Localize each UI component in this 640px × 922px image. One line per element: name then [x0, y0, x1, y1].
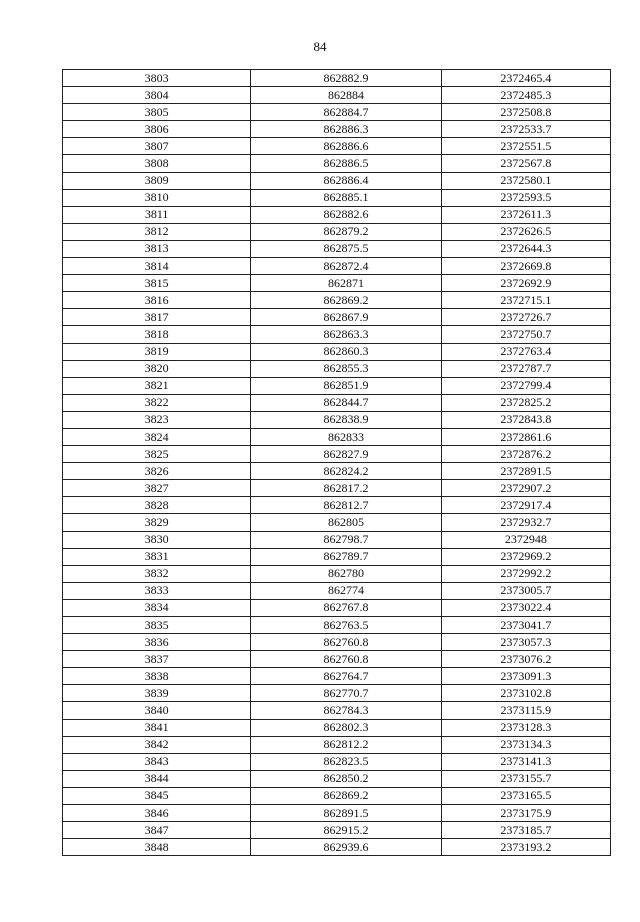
table-row [63, 582, 611, 599]
y-coordinate-cell: 2372567.8 [441, 155, 610, 172]
x-coordinate-cell: 862860.3 [251, 343, 441, 360]
x-coordinate-cell: 862770.7 [251, 685, 441, 702]
table-row [63, 70, 611, 87]
x-coordinate-cell: 862802.3 [251, 719, 441, 736]
table-row [63, 617, 611, 634]
y-coordinate-cell: 2372533.7 [441, 121, 610, 138]
x-coordinate-cell: 862827.9 [251, 446, 441, 463]
point-number-cell: 3845 [63, 787, 251, 804]
x-coordinate-cell: 862867.9 [251, 309, 441, 326]
y-coordinate-cell: 2373175.9 [441, 805, 610, 822]
y-coordinate-cell: 2372825.2 [441, 394, 610, 411]
y-coordinate-cell: 2372644.3 [441, 240, 610, 257]
x-coordinate-cell: 862885.1 [251, 189, 441, 206]
point-number-cell: 3846 [63, 805, 251, 822]
table-row [63, 87, 611, 104]
table-row [63, 514, 611, 531]
y-coordinate-cell: 2373193.2 [441, 839, 610, 856]
x-coordinate-cell: 862884 [251, 87, 441, 104]
table-row [63, 411, 611, 428]
y-coordinate-cell: 2372787.7 [441, 360, 610, 377]
x-coordinate-cell: 862939.6 [251, 839, 441, 856]
point-number-cell: 3835 [63, 617, 251, 634]
table-row [63, 446, 611, 463]
table-row [63, 685, 611, 702]
y-coordinate-cell: 2372907.2 [441, 480, 610, 497]
point-number-cell: 3834 [63, 599, 251, 616]
point-number-cell: 3823 [63, 411, 251, 428]
y-coordinate-cell: 2372992.2 [441, 565, 610, 582]
y-coordinate-cell: 2372750.7 [441, 326, 610, 343]
table-row [63, 206, 611, 223]
x-coordinate-cell: 862891.5 [251, 805, 441, 822]
y-coordinate-cell: 2372611.3 [441, 206, 610, 223]
table-row [63, 634, 611, 651]
table-row [63, 377, 611, 394]
x-coordinate-cell: 862875.5 [251, 240, 441, 257]
y-coordinate-cell: 2372861.6 [441, 428, 610, 445]
y-coordinate-cell: 2373134.3 [441, 736, 610, 753]
point-number-cell: 3841 [63, 719, 251, 736]
y-coordinate-cell: 2372485.3 [441, 87, 610, 104]
y-coordinate-cell: 2373022.4 [441, 599, 610, 616]
table-row [63, 548, 611, 565]
y-coordinate-cell: 2373091.3 [441, 668, 610, 685]
point-number-cell: 3812 [63, 223, 251, 240]
y-coordinate-cell: 2372969.2 [441, 548, 610, 565]
y-coordinate-cell: 2373115.9 [441, 702, 610, 719]
y-coordinate-cell: 2372692.9 [441, 275, 610, 292]
y-coordinate-cell: 2372715.1 [441, 292, 610, 309]
y-coordinate-cell: 2372508.8 [441, 104, 610, 121]
table-row [63, 258, 611, 275]
coordinates-table [62, 69, 611, 856]
table-row [63, 736, 611, 753]
x-coordinate-cell: 862869.2 [251, 292, 441, 309]
x-coordinate-cell: 862850.2 [251, 770, 441, 787]
x-coordinate-cell: 862823.5 [251, 753, 441, 770]
y-coordinate-cell: 2373185.7 [441, 822, 610, 839]
y-coordinate-cell: 2372891.5 [441, 463, 610, 480]
y-coordinate-cell: 2372843.8 [441, 411, 610, 428]
point-number-cell: 3832 [63, 565, 251, 582]
table-row [63, 668, 611, 685]
x-coordinate-cell: 862879.2 [251, 223, 441, 240]
y-coordinate-cell: 2372876.2 [441, 446, 610, 463]
x-coordinate-cell: 862855.3 [251, 360, 441, 377]
page-number: 84 [313, 39, 327, 54]
point-number-cell: 3825 [63, 446, 251, 463]
table-row [63, 275, 611, 292]
point-number-cell: 3840 [63, 702, 251, 719]
x-coordinate-cell: 862863.3 [251, 326, 441, 343]
x-coordinate-cell: 862886.4 [251, 172, 441, 189]
y-coordinate-cell: 2372626.5 [441, 223, 610, 240]
table-row [63, 121, 611, 138]
point-number-cell: 3816 [63, 292, 251, 309]
y-coordinate-cell: 2373076.2 [441, 651, 610, 668]
y-coordinate-cell: 2372465.4 [441, 70, 610, 87]
point-number-cell: 3830 [63, 531, 251, 548]
y-coordinate-cell: 2373165.5 [441, 787, 610, 804]
point-number-cell: 3821 [63, 377, 251, 394]
y-coordinate-cell: 2372932.7 [441, 514, 610, 531]
table-row [63, 428, 611, 445]
point-number-cell: 3807 [63, 138, 251, 155]
x-coordinate-cell: 862798.7 [251, 531, 441, 548]
table-row [63, 839, 611, 856]
table-row [63, 223, 611, 240]
x-coordinate-cell: 862774 [251, 582, 441, 599]
point-number-cell: 3829 [63, 514, 251, 531]
y-coordinate-cell: 2372948 [441, 531, 610, 548]
x-coordinate-cell: 862915.2 [251, 822, 441, 839]
x-coordinate-cell: 862784.3 [251, 702, 441, 719]
x-coordinate-cell: 862871 [251, 275, 441, 292]
x-coordinate-cell: 862869.2 [251, 787, 441, 804]
point-number-cell: 3814 [63, 258, 251, 275]
table-row [63, 240, 611, 257]
x-coordinate-cell: 862760.8 [251, 634, 441, 651]
table-row [63, 394, 611, 411]
x-coordinate-cell: 862886.5 [251, 155, 441, 172]
point-number-cell: 3809 [63, 172, 251, 189]
point-number-cell: 3822 [63, 394, 251, 411]
x-coordinate-cell: 862789.7 [251, 548, 441, 565]
point-number-cell: 3810 [63, 189, 251, 206]
point-number-cell: 3824 [63, 428, 251, 445]
table-row [63, 770, 611, 787]
x-coordinate-cell: 862812.2 [251, 736, 441, 753]
x-coordinate-cell: 862764.7 [251, 668, 441, 685]
x-coordinate-cell: 862812.7 [251, 497, 441, 514]
table-row [63, 138, 611, 155]
table-row [63, 309, 611, 326]
x-coordinate-cell: 862851.9 [251, 377, 441, 394]
x-coordinate-cell: 862824.2 [251, 463, 441, 480]
table-row [63, 531, 611, 548]
point-number-cell: 3828 [63, 497, 251, 514]
point-number-cell: 3804 [63, 87, 251, 104]
coordinates-table-body [63, 70, 611, 856]
y-coordinate-cell: 2372799.4 [441, 377, 610, 394]
table-row [63, 292, 611, 309]
x-coordinate-cell: 862884.7 [251, 104, 441, 121]
x-coordinate-cell: 862767.8 [251, 599, 441, 616]
table-row [63, 326, 611, 343]
table-row [63, 719, 611, 736]
y-coordinate-cell: 2373005.7 [441, 582, 610, 599]
table-row [63, 360, 611, 377]
x-coordinate-cell: 862886.3 [251, 121, 441, 138]
point-number-cell: 3820 [63, 360, 251, 377]
table-row [63, 189, 611, 206]
table-row [63, 155, 611, 172]
table-row [63, 753, 611, 770]
y-coordinate-cell: 2373141.3 [441, 753, 610, 770]
table-row [63, 822, 611, 839]
y-coordinate-cell: 2373128.3 [441, 719, 610, 736]
table-row [63, 104, 611, 121]
point-number-cell: 3826 [63, 463, 251, 480]
y-coordinate-cell: 2372726.7 [441, 309, 610, 326]
y-coordinate-cell: 2372917.4 [441, 497, 610, 514]
x-coordinate-cell: 862805 [251, 514, 441, 531]
table-row [63, 463, 611, 480]
y-coordinate-cell: 2372551.5 [441, 138, 610, 155]
x-coordinate-cell: 862780 [251, 565, 441, 582]
point-number-cell: 3836 [63, 634, 251, 651]
point-number-cell: 3819 [63, 343, 251, 360]
point-number-cell: 3842 [63, 736, 251, 753]
point-number-cell: 3847 [63, 822, 251, 839]
point-number-cell: 3831 [63, 548, 251, 565]
y-coordinate-cell: 2373155.7 [441, 770, 610, 787]
point-number-cell: 3806 [63, 121, 251, 138]
point-number-cell: 3833 [63, 582, 251, 599]
point-number-cell: 3817 [63, 309, 251, 326]
table-row [63, 343, 611, 360]
point-number-cell: 3815 [63, 275, 251, 292]
point-number-cell: 3827 [63, 480, 251, 497]
y-coordinate-cell: 2373041.7 [441, 617, 610, 634]
y-coordinate-cell: 2372593.5 [441, 189, 610, 206]
table-row [63, 565, 611, 582]
y-coordinate-cell: 2373102.8 [441, 685, 610, 702]
x-coordinate-cell: 862886.6 [251, 138, 441, 155]
x-coordinate-cell: 862760.8 [251, 651, 441, 668]
table-row [63, 480, 611, 497]
point-number-cell: 3805 [63, 104, 251, 121]
point-number-cell: 3839 [63, 685, 251, 702]
table-row [63, 787, 611, 804]
point-number-cell: 3811 [63, 206, 251, 223]
point-number-cell: 3844 [63, 770, 251, 787]
x-coordinate-cell: 862838.9 [251, 411, 441, 428]
table-row [63, 805, 611, 822]
table-row [63, 497, 611, 514]
x-coordinate-cell: 862844.7 [251, 394, 441, 411]
x-coordinate-cell: 862763.5 [251, 617, 441, 634]
y-coordinate-cell: 2373057.3 [441, 634, 610, 651]
x-coordinate-cell: 862882.9 [251, 70, 441, 87]
point-number-cell: 3813 [63, 240, 251, 257]
y-coordinate-cell: 2372763.4 [441, 343, 610, 360]
point-number-cell: 3803 [63, 70, 251, 87]
point-number-cell: 3838 [63, 668, 251, 685]
point-number-cell: 3808 [63, 155, 251, 172]
table-row [63, 172, 611, 189]
point-number-cell: 3843 [63, 753, 251, 770]
point-number-cell: 3848 [63, 839, 251, 856]
point-number-cell: 3818 [63, 326, 251, 343]
point-number-cell: 3837 [63, 651, 251, 668]
x-coordinate-cell: 862872.4 [251, 258, 441, 275]
y-coordinate-cell: 2372669.8 [441, 258, 610, 275]
y-coordinate-cell: 2372580.1 [441, 172, 610, 189]
x-coordinate-cell: 862882.6 [251, 206, 441, 223]
table-row [63, 651, 611, 668]
table-row [63, 599, 611, 616]
table-row [63, 702, 611, 719]
x-coordinate-cell: 862833 [251, 428, 441, 445]
x-coordinate-cell: 862817.2 [251, 480, 441, 497]
